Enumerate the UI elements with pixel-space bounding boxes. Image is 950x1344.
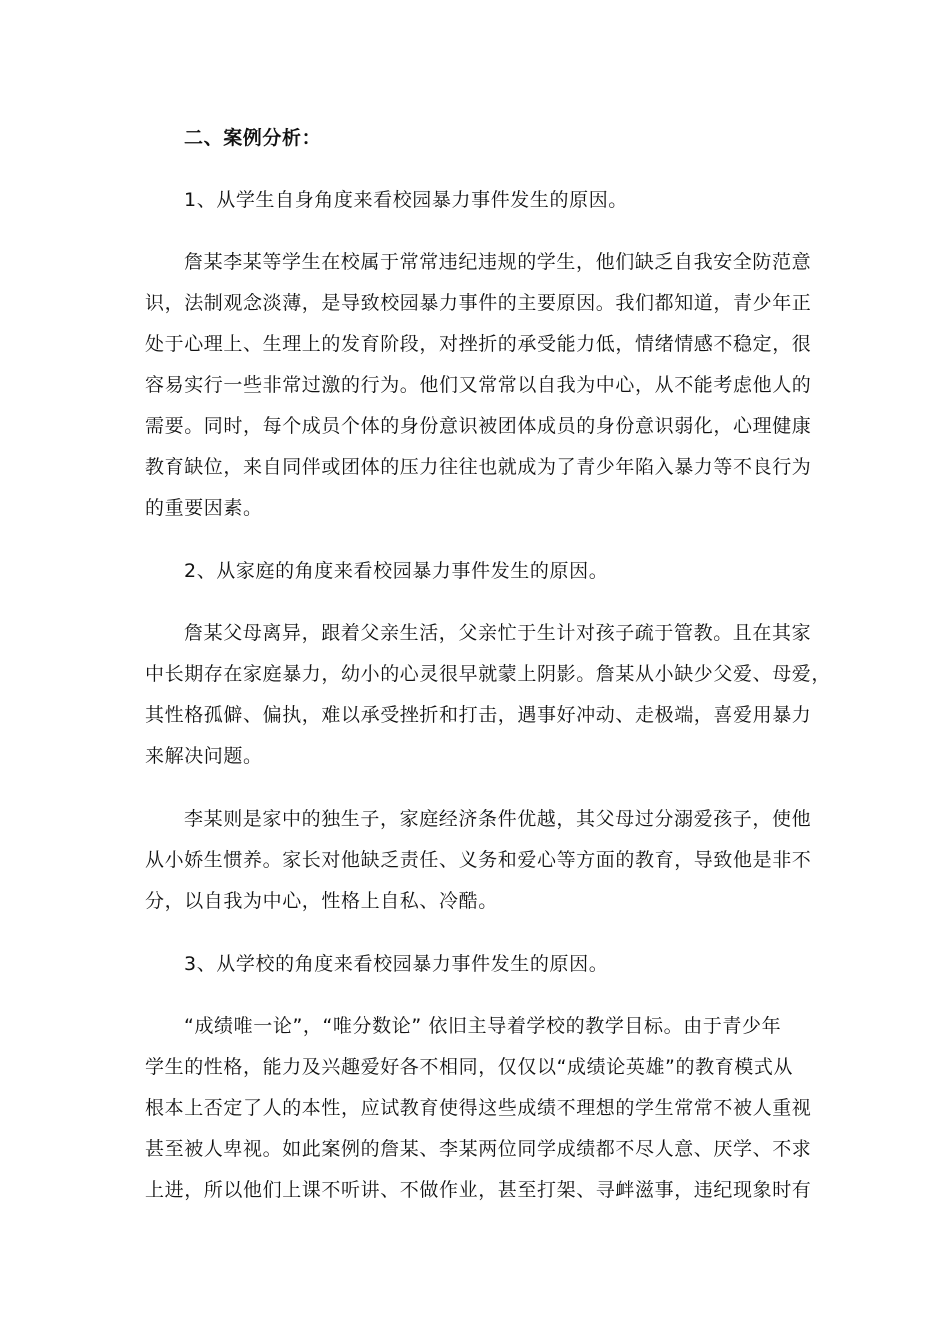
paragraph-line: “成绩唯一论”，“唯分数论” 依旧主导着学校的教学目标。由于青少年 [184,1015,782,1037]
paragraph-line: 需要。同时，每个成员个体的身份意识被团体成员的身份意识弱化，心理健康 [145,415,812,437]
paragraph-line: 分，以自我为中心，性格上自私、冷酷。 [145,890,498,912]
section-heading: 二、案例分析： [184,127,322,149]
paragraph-line: 上进，所以他们上课不听讲、不做作业，甚至打架、寻衅滋事，违纪现象时有 [145,1179,812,1201]
paragraph-line: 甚至被人卑视。如此案例的詹某、李某两位同学成绩都不尽人意、厌学、不求 [145,1138,812,1160]
paragraph-line: 来解决问题。 [145,745,263,767]
paragraph-line: 詹某父母离异，跟着父亲生活，父亲忙于生计对孩子疏于管教。且在其家 [184,622,812,644]
paragraph-line: 根本上否定了人的本性，应试教育使得这些成绩不理想的学生常常不被人重视 [145,1097,812,1119]
paragraph-line: 李某则是家中的独生子，家庭经济条件优越，其父母过分溺爱孩子，使他 [184,808,812,830]
paragraph-line: 容易实行一些非常过激的行为。他们又常常以自我为中心，从不能考虑他人的 [145,374,812,396]
subsection-heading-2: 2、从家庭的角度来看校园暴力事件发生的原因。 [184,560,609,582]
paragraph-line: 处于心理上、生理上的发育阶段，对挫折的承受能力低，情绪情感不稳定，很 [145,333,812,355]
paragraph-line: 从小娇生惯养。家长对他缺乏责任、义务和爱心等方面的教育，导致他是非不 [145,849,812,871]
paragraph-family-zhan [145,613,831,777]
paragraph-line: 中长期存在家庭暴力，幼小的心灵很早就蒙上阴影。詹某从小缺少父爱、母爱， [145,663,832,685]
paragraph-line: 詹某李某等学生在校属于常常违纪违规的学生，他们缺乏自我安全防范意 [184,251,812,273]
subsection-heading-1: 1、从学生自身角度来看校园暴力事件发生的原因。 [184,189,628,211]
paragraph-line: 其性格孤僻、偏执，难以承受挫折和打击，遇事好冲动、走极端，喜爱用暴力 [145,704,812,726]
paragraph-line: 识，法制观念淡薄，是导致校园暴力事件的主要原因。我们都知道，青少年正 [145,292,812,314]
paragraph-line: 教育缺位，来自同伴或团体的压力往往也就成为了青少年陷入暴力等不良行为 [145,456,812,478]
paragraph-line: 学生的性格，能力及兴趣爱好各不相同，仅仅以“成绩论英雄”的教育模式从 [145,1056,794,1078]
paragraph-family-li [145,799,811,922]
subsection-heading-3: 3、从学校的角度来看校园暴力事件发生的原因。 [184,953,609,975]
paragraph-school-causes [145,1006,811,1211]
paragraph-student-causes [145,242,811,529]
paragraph-line: 的重要因素。 [145,497,263,519]
